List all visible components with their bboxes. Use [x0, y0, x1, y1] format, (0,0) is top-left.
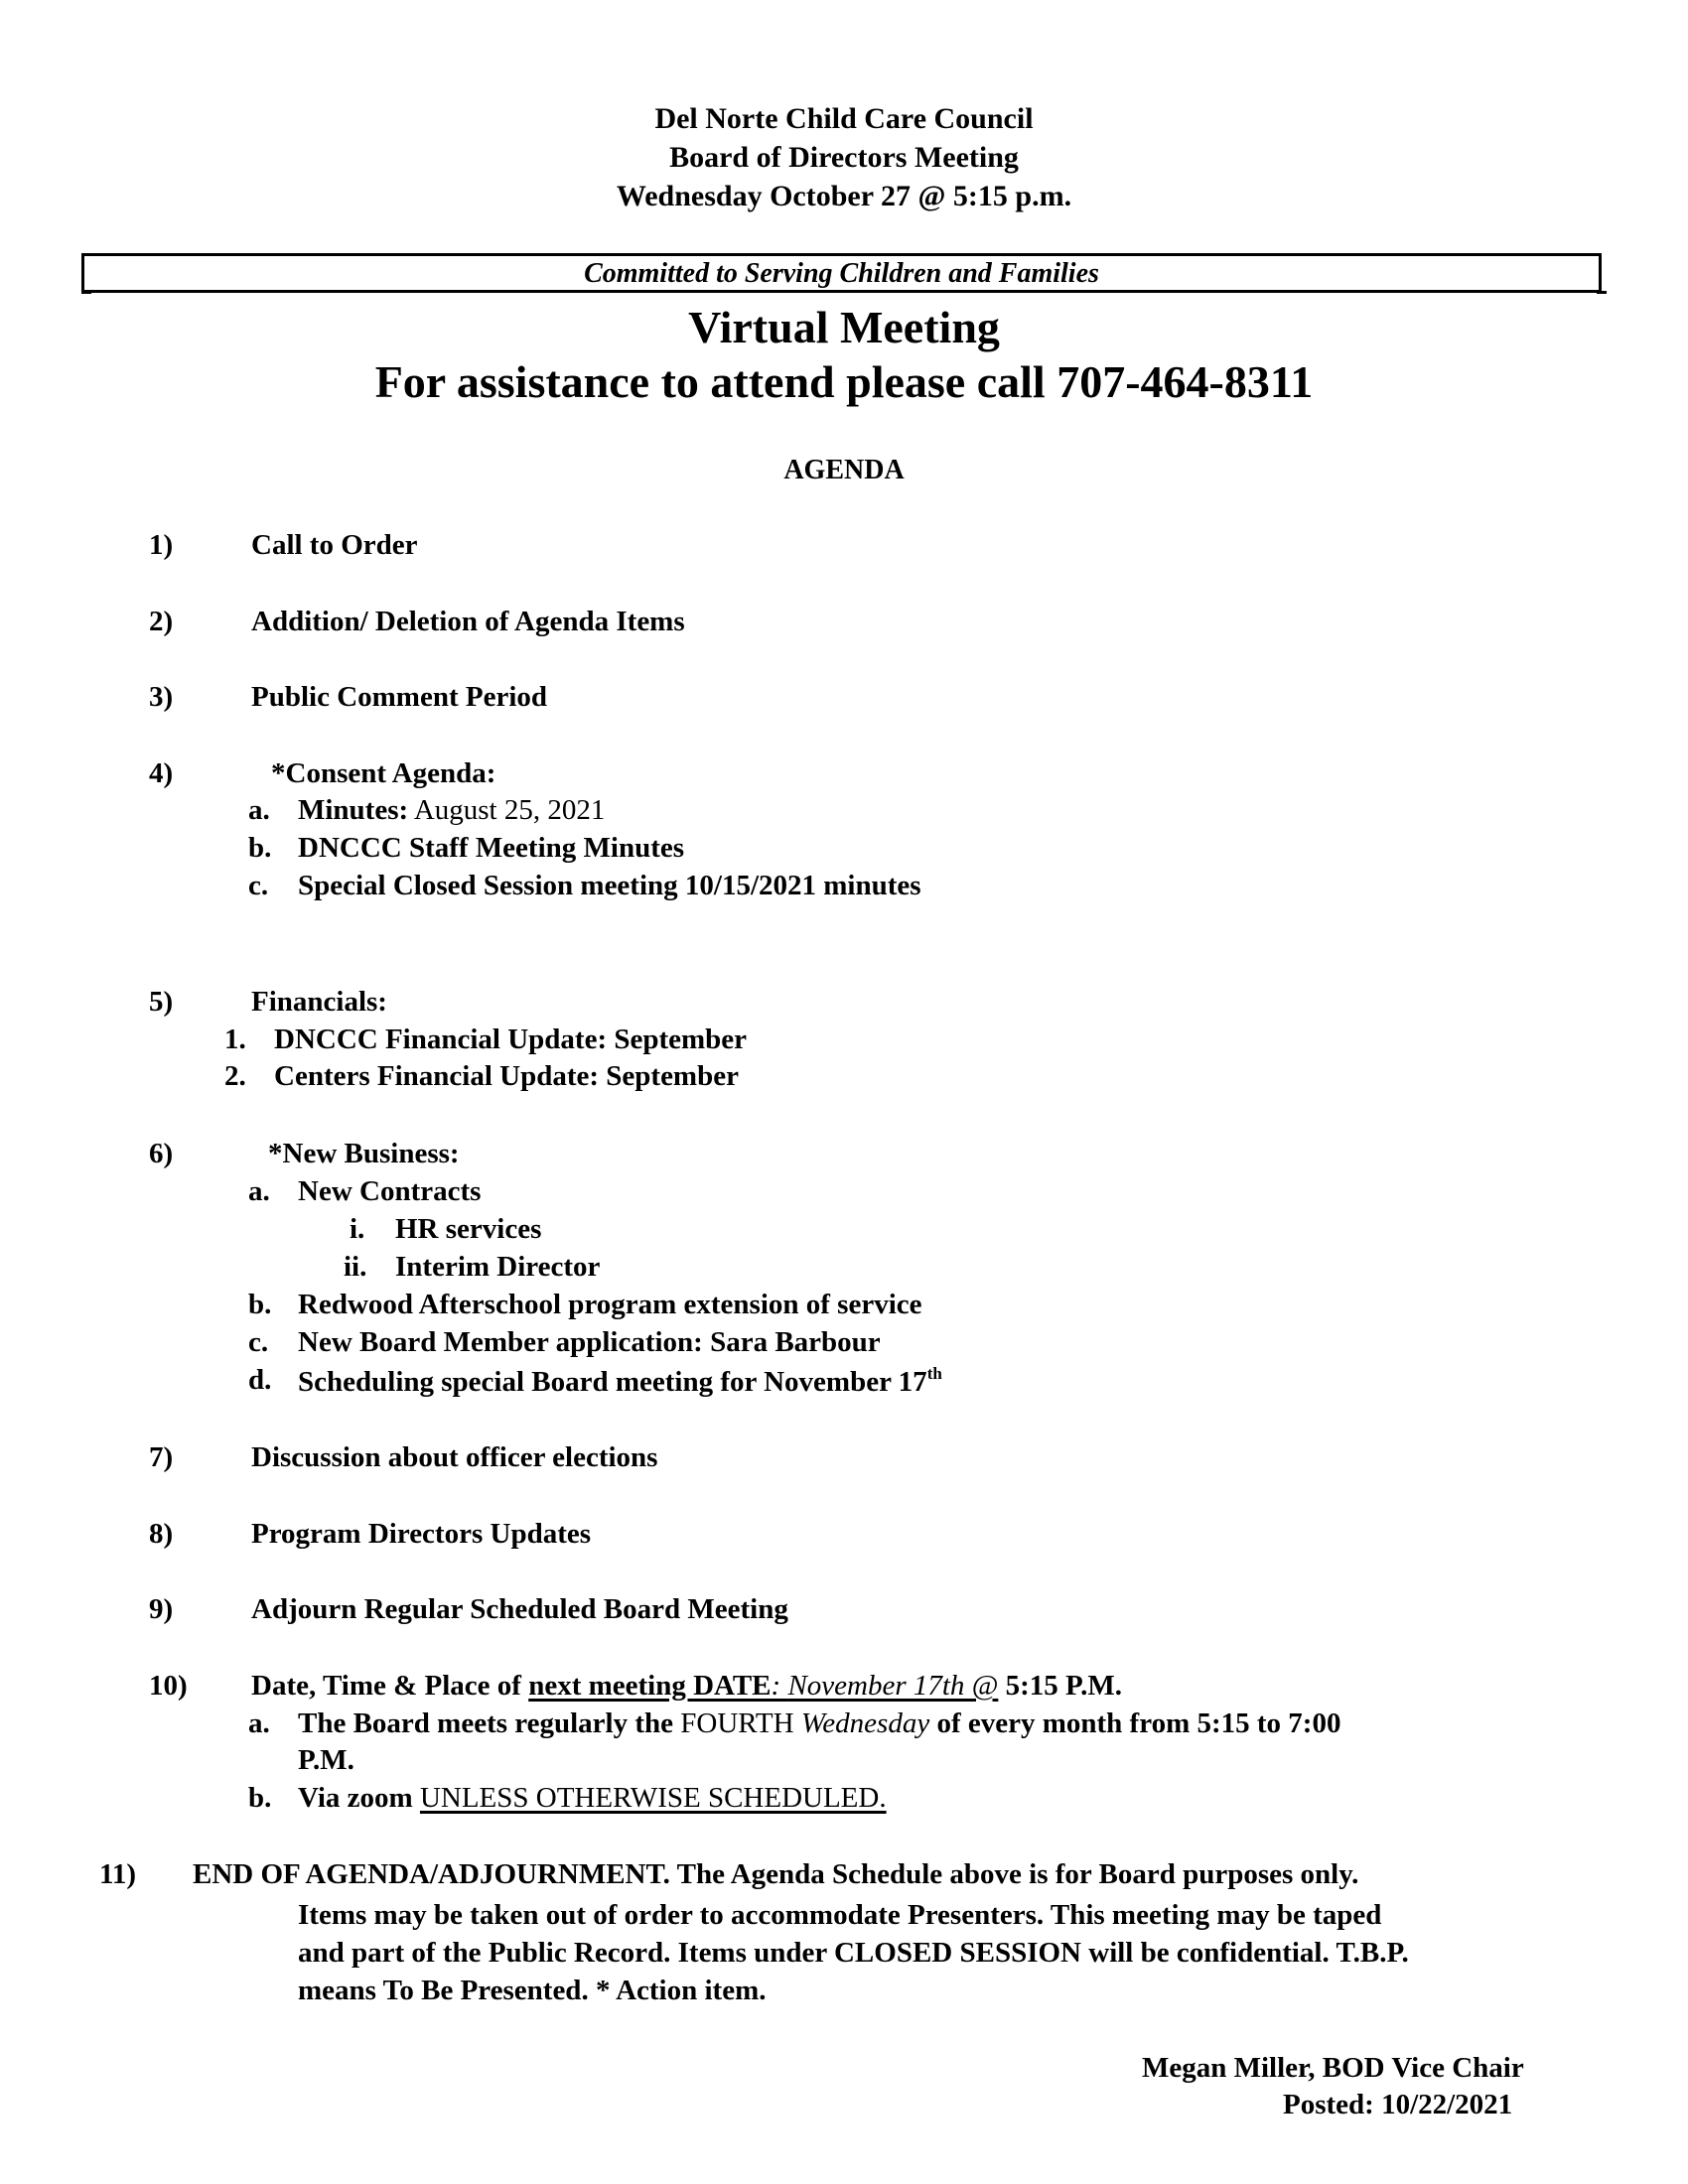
- item-text: Call to Order: [251, 529, 418, 561]
- next-meeting-time: 5:15 P.M.: [998, 1670, 1122, 1702]
- meeting-datetime: Wednesday October 27 @ 5:15 p.m.: [616, 180, 1072, 212]
- subitem-text: Special Closed Session meeting 10/15/2021 minutes: [298, 870, 921, 901]
- zoom-lead: Via zoom: [298, 1782, 420, 1814]
- item-number: 4): [149, 757, 174, 789]
- subitem-main-text: Scheduling special Board meeting for November 17: [298, 1366, 927, 1398]
- subsubitem-label: i.: [350, 1213, 365, 1245]
- item-text: Discussion about officer elections: [251, 1441, 658, 1473]
- subitem-label: d.: [248, 1364, 272, 1396]
- item-number: 2): [149, 606, 174, 637]
- item-number: 6): [149, 1138, 174, 1169]
- subitem-bold-label: Minutes:: [298, 794, 409, 826]
- item-text: Adjourn Regular Scheduled Board Meeting: [251, 1593, 788, 1625]
- subitem-text: Redwood Afterschool program extension of service: [298, 1289, 922, 1320]
- posted-date: Posted: 10/22/2021: [1283, 2089, 1513, 2120]
- item-number: 5): [149, 986, 174, 1018]
- item-text: *Consent Agenda:: [271, 757, 496, 789]
- schedule-week: FOURTH: [680, 1707, 801, 1739]
- ordinal-superscript: th: [926, 1364, 942, 1383]
- next-meeting-date-label: next meeting DATE: [528, 1670, 772, 1702]
- colon: :: [771, 1670, 788, 1702]
- banner-corner-mark: [81, 291, 91, 294]
- end-note-line: means To Be Presented. * Action item.: [298, 1975, 767, 2006]
- subitem-label: b.: [248, 1782, 272, 1814]
- subitem-label: a.: [248, 1175, 270, 1207]
- subitem-label: b.: [248, 1289, 272, 1320]
- subsubitem-label: ii.: [344, 1251, 367, 1283]
- subsubitem-text: Interim Director: [395, 1251, 601, 1283]
- subitem-label: c.: [248, 870, 269, 901]
- schedule-day: Wednesday: [800, 1707, 930, 1739]
- item-text: Addition/ Deletion of Agenda Items: [251, 606, 685, 637]
- item-text: *New Business:: [268, 1138, 460, 1169]
- schedule-lead: The Board meets regularly the: [298, 1707, 681, 1739]
- subitem-text: DNCCC Staff Meeting Minutes: [298, 832, 685, 864]
- subitem-label: a.: [248, 1707, 270, 1739]
- regular-schedule-text: [298, 1707, 1340, 1740]
- item-number: 9): [149, 1593, 174, 1625]
- zoom-note: [298, 1782, 887, 1815]
- next-meeting-lead: Date, Time & Place of: [251, 1670, 529, 1702]
- agenda-heading: AGENDA: [783, 455, 905, 485]
- subitem-text: [298, 1364, 942, 1399]
- end-note-line: and part of the Public Record. Items under CLOSED SESSION will be confidential. T.B.P.: [298, 1937, 1409, 1969]
- item-number: 10): [149, 1670, 188, 1702]
- assistance-phone-line: For assistance to attend please call 707-464-8311: [374, 356, 1314, 407]
- item-number: 11): [99, 1858, 137, 1890]
- subitem-text: New Board Member application: Sara Barbour: [298, 1326, 881, 1358]
- tagline: Committed to Serving Children and Families: [584, 258, 1099, 289]
- item-text: Program Directors Updates: [251, 1518, 592, 1550]
- signatory: Megan Miller, BOD Vice Chair: [1142, 2052, 1524, 2084]
- subitem-label: 2.: [224, 1060, 246, 1092]
- subsubitem-text: HR services: [395, 1213, 542, 1245]
- subitem-text: New Contracts: [298, 1175, 482, 1207]
- schedule-wrap: P.M.: [298, 1744, 354, 1776]
- schedule-hours: of every month from 5:15 to 7:00: [929, 1707, 1341, 1739]
- item-number: 1): [149, 529, 174, 561]
- item-number: 8): [149, 1518, 174, 1550]
- subitem-label: c.: [248, 1326, 269, 1358]
- subitem-text: Centers Financial Update: September: [274, 1060, 739, 1092]
- subitem-text: [298, 794, 605, 827]
- end-note-line: Items may be taken out of order to accommodate Presenters. This meeting may be taped: [298, 1899, 1382, 1931]
- organization-name: Del Norte Child Care Council: [654, 102, 1034, 135]
- next-meeting-line: [251, 1670, 1122, 1703]
- unless-otherwise-scheduled: UNLESS OTHERWISE SCHEDULED.: [419, 1782, 887, 1814]
- banner-corner-mark: [1597, 291, 1607, 294]
- next-meeting-date: November 17th @: [787, 1670, 999, 1702]
- meeting-name: Board of Directors Meeting: [669, 141, 1019, 174]
- tagline-banner: [81, 253, 1602, 293]
- item-number: 3): [149, 681, 174, 713]
- item-text: Public Comment Period: [251, 681, 548, 713]
- item-number: 7): [149, 1441, 174, 1473]
- subitem-label: 1.: [224, 1024, 246, 1055]
- virtual-meeting-title: Virtual Meeting: [688, 302, 1000, 352]
- minutes-date: August 25, 2021: [408, 794, 606, 826]
- item-text: Financials:: [251, 986, 387, 1018]
- subitem-label: a.: [248, 794, 270, 826]
- subitem-label: b.: [248, 832, 272, 864]
- subitem-text: DNCCC Financial Update: September: [274, 1024, 748, 1055]
- end-of-agenda-heading: END OF AGENDA/ADJOURNMENT. The Agenda Schedule above is for Board purposes only.: [193, 1858, 1359, 1890]
